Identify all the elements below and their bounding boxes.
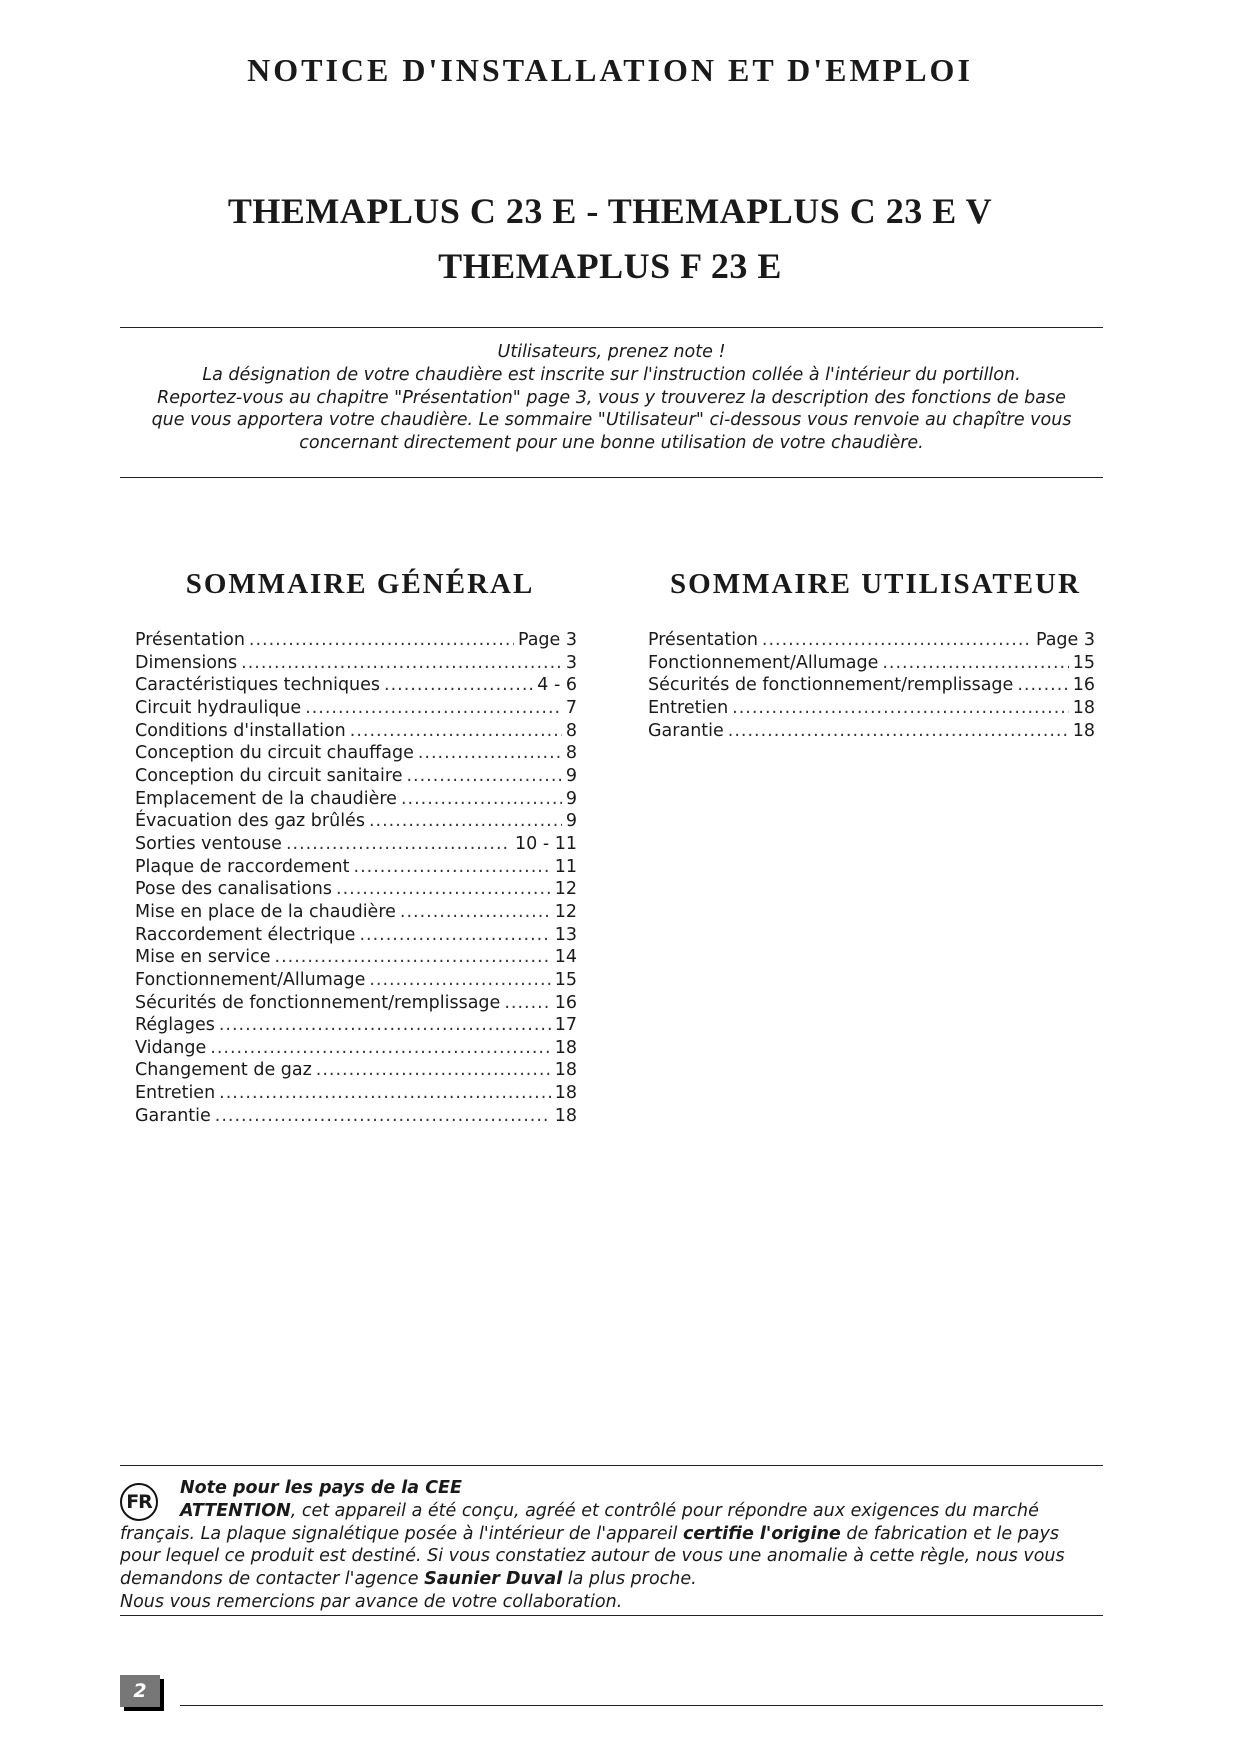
toc-label: Sécurités de fonctionnement/remplissage — [135, 992, 501, 1013]
toc-label: Évacuation des gaz brûlés — [135, 811, 365, 832]
toc-row — [648, 720, 1095, 743]
toc-label: Sécurités de fonctionnement/remplissage — [648, 675, 1014, 696]
user-notice-line: concernant directement pour une bonne utilisation de votre chaudière. — [299, 433, 924, 454]
toc-label: Vidange — [135, 1037, 207, 1058]
toc-row — [135, 924, 577, 947]
toc-page: 12 — [554, 901, 577, 922]
toc-leader-dots — [219, 1082, 551, 1105]
toc-leader-dots — [384, 674, 533, 697]
cee-note-text: demandons de contacter l'agence — [120, 1569, 425, 1590]
toc-label: Fonctionnement/Allumage — [648, 652, 879, 673]
toc-row — [135, 833, 577, 856]
user-notice-line: Reportez-vous au chapitre "Présentation" page 3, vous y trouverez la description des fonctions de base — [157, 387, 1066, 408]
model-title-line-1: THEMAPLUS C 23 E - THEMAPLUS C 23 E V — [227, 191, 993, 231]
model-title-line-2: THEMAPLUS F 23 E — [438, 246, 782, 286]
toc-page: Page 3 — [517, 630, 577, 650]
toc-leader-dots — [350, 720, 562, 743]
toc-leader-dots — [210, 1037, 550, 1060]
toc-leader-dots — [762, 629, 1032, 652]
toc-label: Garantie — [135, 1105, 211, 1126]
toc-label: Plaque de raccordement — [135, 856, 350, 877]
toc-label: Circuit hydraulique — [135, 697, 302, 718]
toc-label: Mise en place de la chaudière — [135, 901, 396, 922]
divider — [120, 327, 1103, 328]
cee-note-text: Nous vous remercions par avance de votre collaboration. — [120, 1591, 623, 1612]
toc-leader-dots — [401, 788, 562, 811]
toc-row — [135, 788, 577, 811]
toc-row — [135, 969, 577, 992]
toc-leader-dots — [1017, 674, 1068, 697]
user-notice-line: Utilisateurs, prenez note ! — [497, 342, 726, 362]
toc-page: 18 — [554, 1037, 577, 1058]
toc-row — [135, 765, 577, 788]
brand-name: Saunier Duval — [424, 1569, 563, 1590]
cee-note-heading: Note pour les pays de la CEE — [180, 1478, 462, 1498]
user-notice — [120, 341, 1103, 455]
toc-row — [135, 629, 577, 652]
toc-label: Entretien — [648, 697, 729, 718]
toc-page: Page 3 — [1035, 630, 1095, 650]
toc-page: 15 — [1072, 652, 1095, 673]
toc-page: 16 — [1072, 675, 1095, 696]
toc-page: 9 — [565, 788, 577, 809]
general-summary-title: SOMMAIRE GÉNÉRAL — [185, 568, 535, 600]
toc-label: Dimensions — [135, 652, 238, 673]
toc-row — [648, 674, 1095, 697]
toc-leader-dots — [369, 810, 562, 833]
toc-label: Conception du circuit sanitaire — [135, 765, 403, 786]
general-summary-list — [135, 629, 577, 1127]
toc-leader-dots — [400, 901, 551, 924]
toc-leader-dots — [359, 924, 550, 947]
toc-page: 15 — [554, 969, 577, 990]
toc-row — [135, 1059, 577, 1082]
toc-page: 8 — [565, 720, 577, 741]
toc-label: Mise en service — [135, 947, 271, 968]
footer-rule — [180, 1705, 1103, 1706]
toc-leader-dots — [732, 697, 1069, 720]
toc-row — [135, 674, 577, 697]
toc-leader-dots — [369, 969, 550, 992]
toc-page: 13 — [554, 924, 577, 945]
toc-page: 18 — [1072, 697, 1095, 718]
toc-page: 18 — [554, 1083, 577, 1104]
divider — [120, 1465, 1103, 1466]
toc-page: 18 — [554, 1060, 577, 1081]
page-number: 2 — [120, 1675, 160, 1707]
user-notice-line: La désignation de votre chaudière est inscrite sur l'instruction collée à l'intérieur du portillon. — [202, 364, 1021, 385]
toc-row — [135, 992, 577, 1015]
toc-row — [648, 652, 1095, 675]
toc-leader-dots — [275, 946, 551, 969]
toc-page: 12 — [554, 879, 577, 900]
toc-row — [135, 856, 577, 879]
toc-leader-dots — [219, 1014, 551, 1037]
cee-note-text: , cet appareil a été conçu, agréé et contrôlé pour répondre aux exigences du marché — [290, 1500, 1039, 1521]
fr-country-badge: FR — [120, 1483, 158, 1521]
toc-leader-dots — [504, 992, 550, 1015]
document-title: NOTICE D'INSTALLATION ET D'EMPLOI — [247, 52, 973, 88]
toc-row — [135, 901, 577, 924]
toc-leader-dots — [406, 765, 561, 788]
cee-note — [120, 1477, 1105, 1614]
toc-row — [135, 878, 577, 901]
toc-label: Changement de gaz — [135, 1060, 312, 1081]
toc-label: Emplacement de la chaudière — [135, 788, 397, 809]
toc-row — [648, 697, 1095, 720]
toc-label: Conditions d'installation — [135, 720, 346, 741]
cee-note-text: la plus proche. — [562, 1569, 697, 1590]
cee-note-text: de fabrication et le pays — [840, 1523, 1059, 1544]
user-summary-list — [648, 629, 1095, 742]
toc-label: Caractéristiques techniques — [135, 675, 381, 696]
toc-leader-dots — [418, 742, 562, 765]
toc-leader-dots — [241, 652, 562, 675]
divider — [120, 477, 1103, 478]
toc-row — [135, 1037, 577, 1060]
toc-page: 8 — [565, 743, 577, 764]
toc-row — [648, 629, 1095, 652]
user-notice-line: que vous apportera votre chaudière. Le sommaire "Utilisateur" ci-dessous vous renvoie au chapître vous — [151, 410, 1072, 431]
toc-leader-dots — [286, 833, 511, 856]
toc-label: Pose des canalisations — [135, 879, 333, 900]
toc-leader-dots — [882, 652, 1068, 675]
toc-label: Garantie — [648, 720, 724, 741]
cee-note-emphasis: certifie l'origine — [682, 1523, 841, 1544]
toc-label: Entretien — [135, 1083, 216, 1104]
cee-note-text: français. La plaque signalétique posée à l'intérieur de l'appareil — [120, 1523, 683, 1544]
toc-label: Fonctionnement/Allumage — [135, 969, 366, 990]
toc-row — [135, 1105, 577, 1128]
toc-label: Sorties ventouse — [135, 833, 282, 854]
toc-leader-dots — [728, 720, 1069, 743]
toc-row — [135, 946, 577, 969]
toc-row — [135, 1082, 577, 1105]
toc-leader-dots — [249, 629, 514, 652]
toc-page: 18 — [554, 1105, 577, 1126]
toc-row — [135, 652, 577, 675]
toc-row — [135, 1014, 577, 1037]
toc-page: 16 — [554, 992, 577, 1013]
toc-label: Réglages — [135, 1015, 215, 1036]
attention-label: ATTENTION — [180, 1500, 291, 1521]
toc-label: Présentation — [648, 630, 758, 650]
toc-page: 18 — [1072, 720, 1095, 741]
cee-note-text: pour lequel ce produit est destiné. Si vous constatiez autour de vous une anomalie à cette règle, nous vous — [120, 1546, 1065, 1567]
toc-leader-dots — [305, 697, 562, 720]
toc-row — [135, 810, 577, 833]
toc-row — [135, 720, 577, 743]
toc-page: 7 — [565, 697, 577, 718]
toc-label: Présentation — [135, 630, 245, 650]
toc-page: 4 - 6 — [537, 675, 577, 696]
toc-row — [135, 742, 577, 765]
toc-page: 17 — [554, 1015, 577, 1036]
toc-label: Conception du circuit chauffage — [135, 743, 414, 764]
toc-page: 10 - 11 — [515, 833, 577, 854]
toc-leader-dots — [215, 1105, 551, 1128]
toc-page: 14 — [554, 947, 577, 968]
toc-page: 11 — [554, 856, 577, 877]
toc-page: 9 — [565, 765, 577, 786]
toc-page: 9 — [565, 811, 577, 832]
toc-leader-dots — [354, 856, 551, 879]
toc-leader-dots — [336, 878, 551, 901]
toc-leader-dots — [316, 1059, 551, 1082]
toc-row — [135, 697, 577, 720]
toc-page: 3 — [565, 652, 577, 673]
toc-label: Raccordement électrique — [135, 924, 356, 945]
user-summary-title: SOMMAIRE UTILISATEUR — [670, 568, 1081, 600]
divider — [120, 1615, 1103, 1616]
